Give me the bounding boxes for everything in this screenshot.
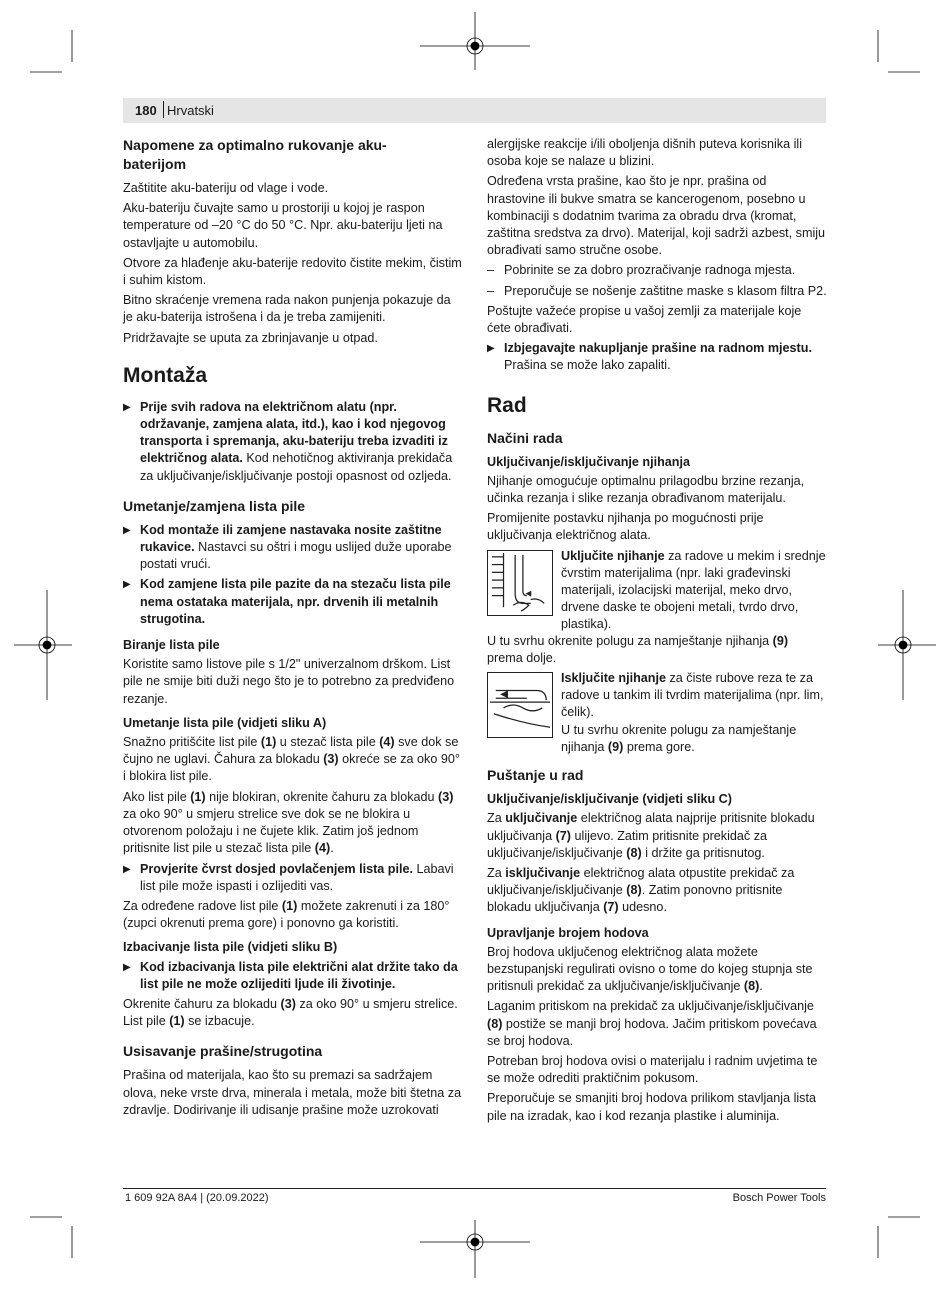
- paragraph: Laganim pritiskom na prekidač za uključivanje/isključivanje (8) postiže se manji broj hodova. Jačim pritiskom povećava se broj hodova.: [487, 999, 817, 1048]
- pendulum-on-row: [487, 548, 827, 634]
- footer-brand: Bosch Power Tools: [732, 1192, 826, 1204]
- dash-item: – Preporučuje se nošenje zaštitne maske s klasom filtra P2.: [487, 283, 827, 298]
- registration-mark-icon: [420, 12, 530, 72]
- subsection-title-biranje: Biranje lista pile: [123, 638, 220, 653]
- paragraph: Za uključivanje električnog alata najprije pritisnite blokadu uključivanja (7) ulijevo. Zatim pritisnite prekidač za uključivanje/isključivanje (8) i držite ga pritisnutog.: [487, 811, 815, 860]
- section-title-umetanje: Umetanje/zamjena lista pile: [123, 497, 306, 514]
- paragraph: Promijenite postavku njihanja po mogućnosti prije uključivanja električnog alata.: [487, 511, 764, 543]
- paragraph: Pridržavajte se uputa za zbrinjavanje u otpad.: [123, 330, 378, 345]
- paragraph: Prašina od materijala, kao što su premazi sa sadržajem olova, neke vrste drva, minerala i metala, može biti štetna za zdravlje. Dodirivanje ili udisanje prašine može uzrokovati: [123, 1068, 462, 1117]
- pendulum-off-row: Isključite njihanje za čiste rubove reza te za radove u tankim ili tvrdim materijalima (npr. lim, čelik). U tu svrhu okrenite polugu za namještanje njihanja (9) prema gore.: [487, 670, 827, 756]
- dash-item: – Pobrinite se za dobro prozračivanje radnoga mjesta.: [487, 263, 796, 278]
- section-title-usisavanje: Usisavanje prašine/strugotina: [123, 1043, 323, 1060]
- subsection-title-izbacivanje: Izbacivanje lista pile (vidjeti sliku B): [123, 940, 338, 955]
- paragraph: Koristite samo listove pile s 1/2" univerzalnom drškom. List pile ne smije biti duži nego što je to potrebno za predviđeno rezanje.: [123, 657, 455, 706]
- paragraph: Poštujte važeće propise u vašoj zemlji za materijale koje ćete obrađivati.: [487, 303, 802, 336]
- paragraph: Otvore za hlađenje aku-baterije redovito čistite mekim, čistim i suhim kistom.: [123, 255, 462, 288]
- paragraph: Broj hodova uključenog električnog alata možete bezstupanjski regulirati ovisno o tome do kojeg stupnja ste pritisnuli prekidač za uključivanje/isključivanje (8).: [487, 944, 813, 994]
- warning-bullet: [123, 861, 463, 895]
- subsection-title-njihanje: Uključivanje/isključivanje njihanja: [487, 454, 690, 469]
- bullet-text: Labavi list pile može ispasti i ozlijediti vas.: [140, 861, 454, 893]
- bullet-bold-text: Kod izbacivanja lista pile električni alat držite tako da list pile ne može ozlijediti ljude ili životinje.: [140, 959, 458, 991]
- language-label: Hrvatski: [167, 103, 214, 118]
- section-title-rad: Rad: [487, 393, 527, 417]
- warning-bullet: [123, 959, 463, 993]
- section-title-napomene: Napomene za optimalno rukovanje aku-baterijom: [123, 137, 387, 172]
- paragraph: Ako list pile (1) nije blokiran, okrenite čahuru za blokadu (3) za oko 90° u smjeru strelice sve dok se ne blokira u otvorenom položaju i ne čujete klik. Zatim još jednom pritisnite list pile u stezač lista pile (4).: [123, 789, 454, 856]
- triangle-right-icon: ▶: [123, 961, 131, 973]
- bullet-bold-text: Provjerite čvrst dosjed povlačenjem lista pile.: [140, 861, 413, 876]
- page-header: [123, 98, 826, 123]
- paragraph: alergijske reakcije i/ili oboljenja dišnih puteva korisnika ili osoba koje se nalaze u blizini.: [487, 137, 802, 169]
- bullet-text: Nastavci su oštri i mogu uslijed duže uporabe postati vrući.: [140, 540, 452, 572]
- subsection-title-upravljanje: Upravljanje brojem hodova: [487, 925, 649, 940]
- bullet-bold-text: Kod montaže ili zamjene nastavaka nosite zaštitne rukavice.: [140, 522, 442, 555]
- triangle-right-icon: ▶: [123, 401, 131, 413]
- registration-mark-icon: [14, 590, 74, 700]
- warning-bullet: [487, 340, 827, 374]
- paragraph: Snažno pritišćite list pile (1) u stezač lista pile (4) sve dok se čujno ne uglavi. Čahura za blokadu (3) okreće se za oko 90° i blokira list pile.: [123, 735, 460, 784]
- section-title-pustanje: Puštanje u rad: [487, 767, 584, 784]
- paragraph: Zaštitite aku-bateriju od vlage i vode.: [123, 181, 329, 195]
- section-title-nacini: Načini rada: [487, 429, 563, 446]
- paragraph: Potreban broj hodova ovisi o materijalu i radnim uvjetima te se može odrediti praktičnim pokusom.: [487, 1053, 818, 1086]
- paragraph: Okrenite čahuru za blokadu (3) za oko 90° u smjeru strelice. List pile (1) se izbacuje.: [123, 996, 458, 1029]
- triangle-right-icon: ▶: [123, 524, 131, 536]
- triangle-right-icon: ▶: [123, 579, 131, 591]
- bullet-bold-text: Prije svih radova na električnom alatu (npr. održavanje, zamjena alata, itd.), kao i kod njegovog transporta i spremanja, aku-bateriju treba izvaditi iz električnog alata.: [140, 399, 448, 466]
- paragraph: Bitno skraćenje vremena rada nakon punjenja pokazuje da je aku-baterija istrošena i da je treba zamijeniti.: [123, 293, 451, 325]
- bullet-text: Prašina se može lako zapaliti.: [504, 358, 671, 373]
- paragraph: Za određene radove list pile (1) možete zakrenuti i za 180° (zupci okrenuti prema gore) i ponovno ga koristiti.: [123, 898, 450, 931]
- registration-mark-icon: [876, 590, 936, 700]
- paragraph: U tu svrhu okrenite polugu za namještanje njihanja (9) prema dolje.: [487, 633, 789, 665]
- subsection-title-ukljucivanje: Uključivanje/isključivanje (vidjeti sliku C): [487, 792, 732, 807]
- warning-bullet: [123, 576, 463, 628]
- paragraph: Aku-bateriju čuvajte samo u prostoriji u kojoj je raspon temperature od –20 °C do 50 °C. Npr. aku-bateriju ljeti na ostavljajte u automobilu.: [123, 201, 443, 250]
- triangle-right-icon: ▶: [487, 343, 495, 355]
- subsection-title-umetanje-lista: Umetanje lista pile (vidjeti sliku A): [123, 715, 327, 730]
- bullet-bold-text: Kod zamjene lista pile pazite da na stezaču lista pile nema ostataka materijala, npr. drvenih ili metalnih strugotina.: [140, 577, 451, 626]
- bullet-bold-text: Izbjegavajte nakupljanje prašine na radnom mjestu.: [504, 341, 812, 356]
- pendulum-off-icon: [487, 672, 553, 738]
- footer-doc-id: 1 609 92A 8A4 | (20.09.2022): [125, 1192, 269, 1204]
- warning-bullet: [123, 399, 463, 485]
- page-number: 180: [135, 103, 157, 118]
- registration-mark-icon: [420, 1218, 530, 1278]
- bullet-text: Kod nehotičnog aktiviranja prekidača za uključivanje/isključivanje postoji opasnost od ozljeda.: [140, 451, 453, 483]
- header-divider: [163, 101, 164, 118]
- warning-bullet: [123, 522, 463, 574]
- pendulum-on-label: Uključite njihanje: [561, 548, 665, 563]
- paragraph: Za isključivanje električnog alata otpustite prekidač za uključivanje/isključivanje (8). Zatim ponovno pritisnite blokadu uključivanja (7) udesno.: [487, 865, 795, 915]
- pendulum-on-text: za radove u mekim i srednje čvrstim materijalima (npr. laki građevinski materijali, izolacijski materijal, meko drvo, drvene daske te obojeni metali, tvrdo drvo, plastika).: [561, 548, 826, 632]
- left-column: [123, 136, 463, 1122]
- section-title-montaza: Montaža: [123, 363, 207, 387]
- paragraph: Određena vrsta prašine, kao što je npr. prašina od hrastovine ili bukve smatra se kancerogenom, posebno u kombinaciji s dodatnim tvarima za obradu drva (kromat, zaštitna sredstva za drvo). Materijal, koji sadrži azbest, smiju obrađivati samo stručne osobe.: [487, 174, 826, 258]
- pendulum-off-label: Isključite njihanje: [561, 671, 666, 686]
- footer-divider: [123, 1188, 826, 1189]
- paragraph: Njihanje omogućuje optimalnu prilagodbu brzine rezanja, učinka rezanja i slike rezanja obrađivanom materijalu.: [487, 473, 805, 506]
- paragraph: Preporučuje se smanjiti broj hodova prilikom stavljanja lista pile na izradak, kao i kod rezanja plastike i aluminija.: [487, 1091, 816, 1123]
- right-column: [487, 136, 827, 1128]
- triangle-right-icon: ▶: [123, 863, 131, 875]
- pendulum-off-text: za čiste rubove reza te za radove u tankim ili tvrdim materijalima (npr. lim, čelik).: [561, 671, 824, 720]
- pendulum-on-icon: [487, 550, 553, 616]
